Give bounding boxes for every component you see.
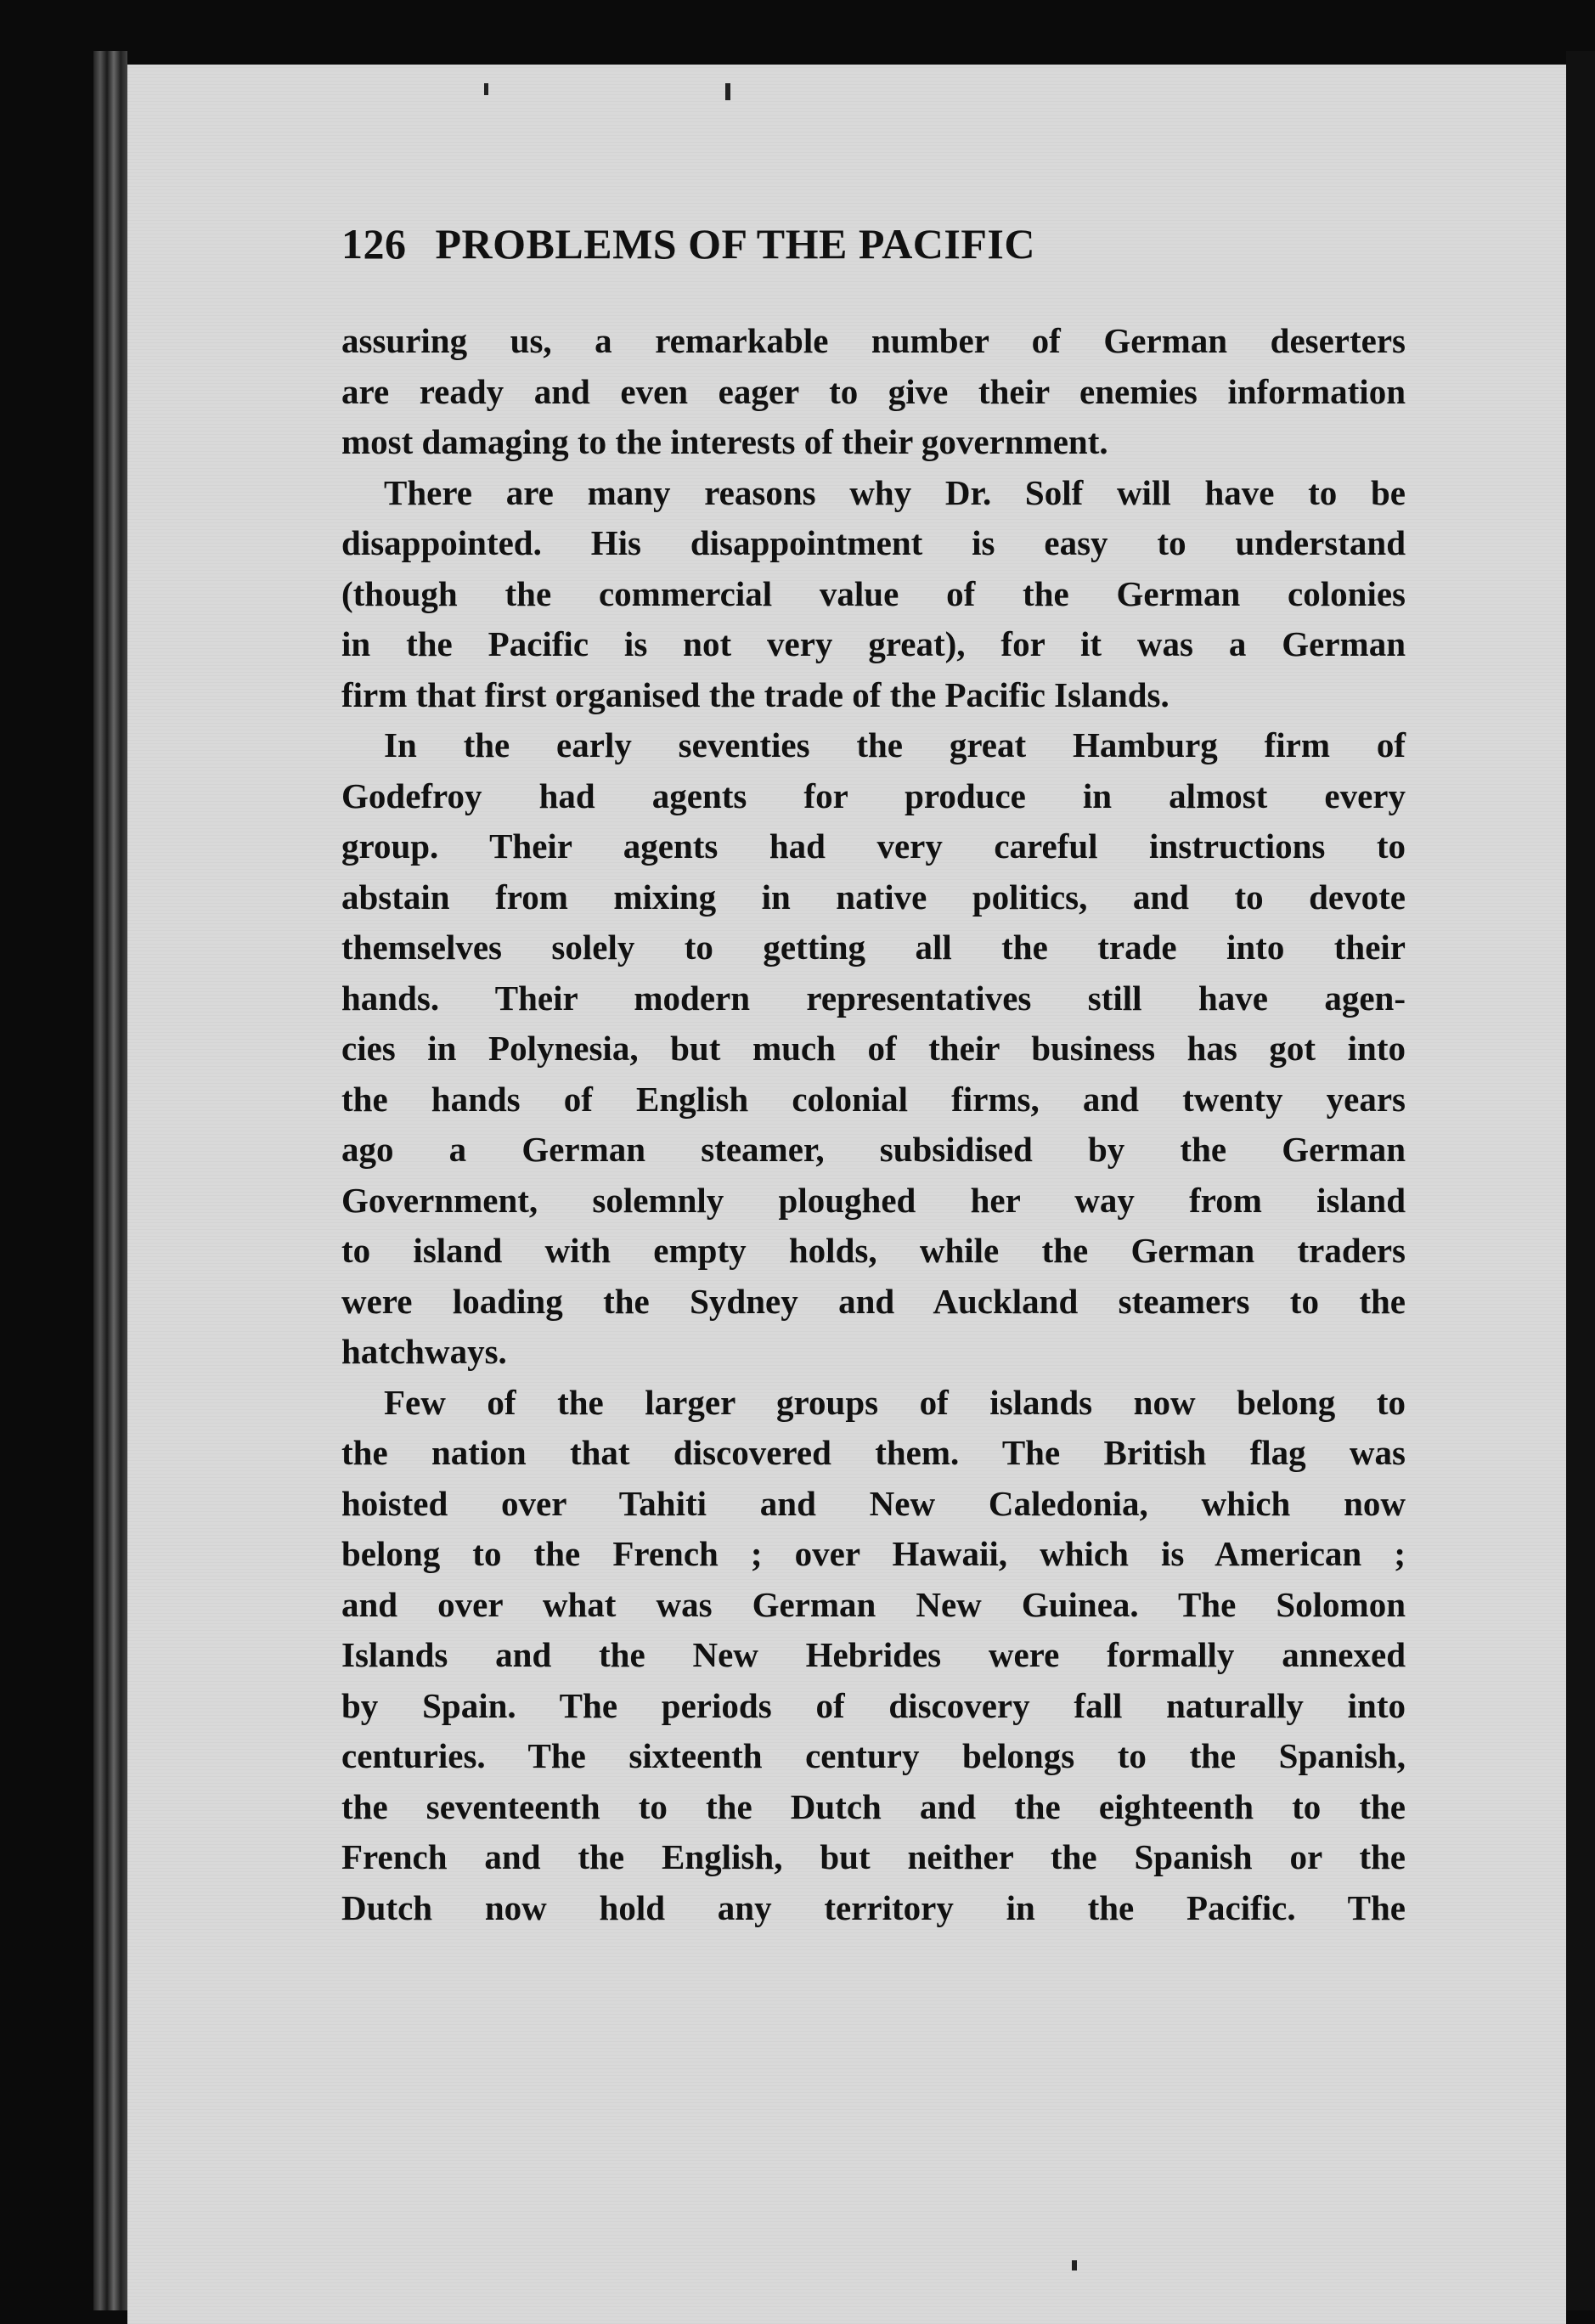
text-line: are ready and even eager to give their enemies information xyxy=(341,371,1406,411)
text-line: cies in Polynesia, but much of their business has got into xyxy=(341,1029,1406,1068)
text-line: belong to the French ; over Hawaii, which is American ; xyxy=(341,1534,1406,1573)
scan-speck xyxy=(484,83,488,95)
text-line: Few of the larger groups of islands now belong to xyxy=(384,1382,1406,1422)
paragraph xyxy=(341,468,1406,721)
text-line: assuring us, a remarkable number of German deserters xyxy=(341,321,1406,360)
text-line: In the early seventies the great Hamburg firm of xyxy=(384,725,1406,764)
text-line: hands. Their modern representatives still have agen- xyxy=(341,978,1406,1018)
text-line: disappointed. His disappointment is easy to understand xyxy=(341,523,1406,562)
text-line: Government, solemnly ploughed her way from island xyxy=(341,1180,1406,1220)
text-line: centuries. The sixteenth century belongs to the Spanish, xyxy=(341,1736,1406,1775)
scan-speck xyxy=(1072,2260,1077,2270)
text-line: by Spain. The periods of discovery fall naturally into xyxy=(341,1685,1406,1725)
text-line: There are many reasons why Dr. Solf will have to be xyxy=(384,472,1406,512)
running-title: PROBLEMS OF THE PACIFIC xyxy=(435,220,1035,268)
body-text xyxy=(341,316,1406,1933)
text-line: Dutch now hold any territory in the Pacific. The xyxy=(341,1887,1406,1927)
page-number: 126 xyxy=(341,220,407,268)
text-line: group. Their agents had very careful instructions to xyxy=(341,826,1406,866)
running-header xyxy=(341,219,1412,268)
text-line: (though the commercial value of the German colonies xyxy=(341,573,1406,613)
text-line: in the Pacific is not very great), for it was a German xyxy=(341,624,1406,663)
text-line: firm that first organised the trade of the Pacific Islands. xyxy=(341,674,1169,714)
text-line: were loading the Sydney and Auckland steamers to the xyxy=(341,1281,1406,1321)
text-line: ago a German steamer, subsidised by the German xyxy=(341,1130,1406,1169)
text-line: themselves solely to getting all the trade into their xyxy=(341,928,1406,967)
text-line: most damaging to the interests of their government. xyxy=(341,422,1108,461)
text-line: the seventeenth to the Dutch and the eighteenth to the xyxy=(341,1786,1406,1826)
text-line: the nation that discovered them. The British flag was xyxy=(341,1433,1406,1472)
text-line: abstain from mixing in native politics, and to devote xyxy=(341,877,1406,917)
paragraph xyxy=(341,1378,1406,1934)
text-line: hatchways. xyxy=(341,1332,507,1371)
book-binding-edge xyxy=(93,51,127,2310)
scan-edge xyxy=(1566,51,1595,2310)
scan-speck xyxy=(725,83,730,100)
paragraph xyxy=(341,720,1406,1378)
text-line: Godefroy had agents for produce in almost every xyxy=(341,776,1406,815)
text-line: to island with empty holds, while the German traders xyxy=(341,1231,1406,1270)
paragraph xyxy=(341,316,1406,468)
text-line: the hands of English colonial firms, and twenty years xyxy=(341,1079,1406,1119)
text-line: and over what was German New Guinea. The Solomon xyxy=(341,1584,1406,1624)
text-line: Islands and the New Hebrides were formally annexed xyxy=(341,1635,1406,1674)
text-line: hoisted over Tahiti and New Caledonia, which now xyxy=(341,1483,1406,1523)
text-line: French and the English, but neither the Spanish or the xyxy=(341,1837,1406,1876)
